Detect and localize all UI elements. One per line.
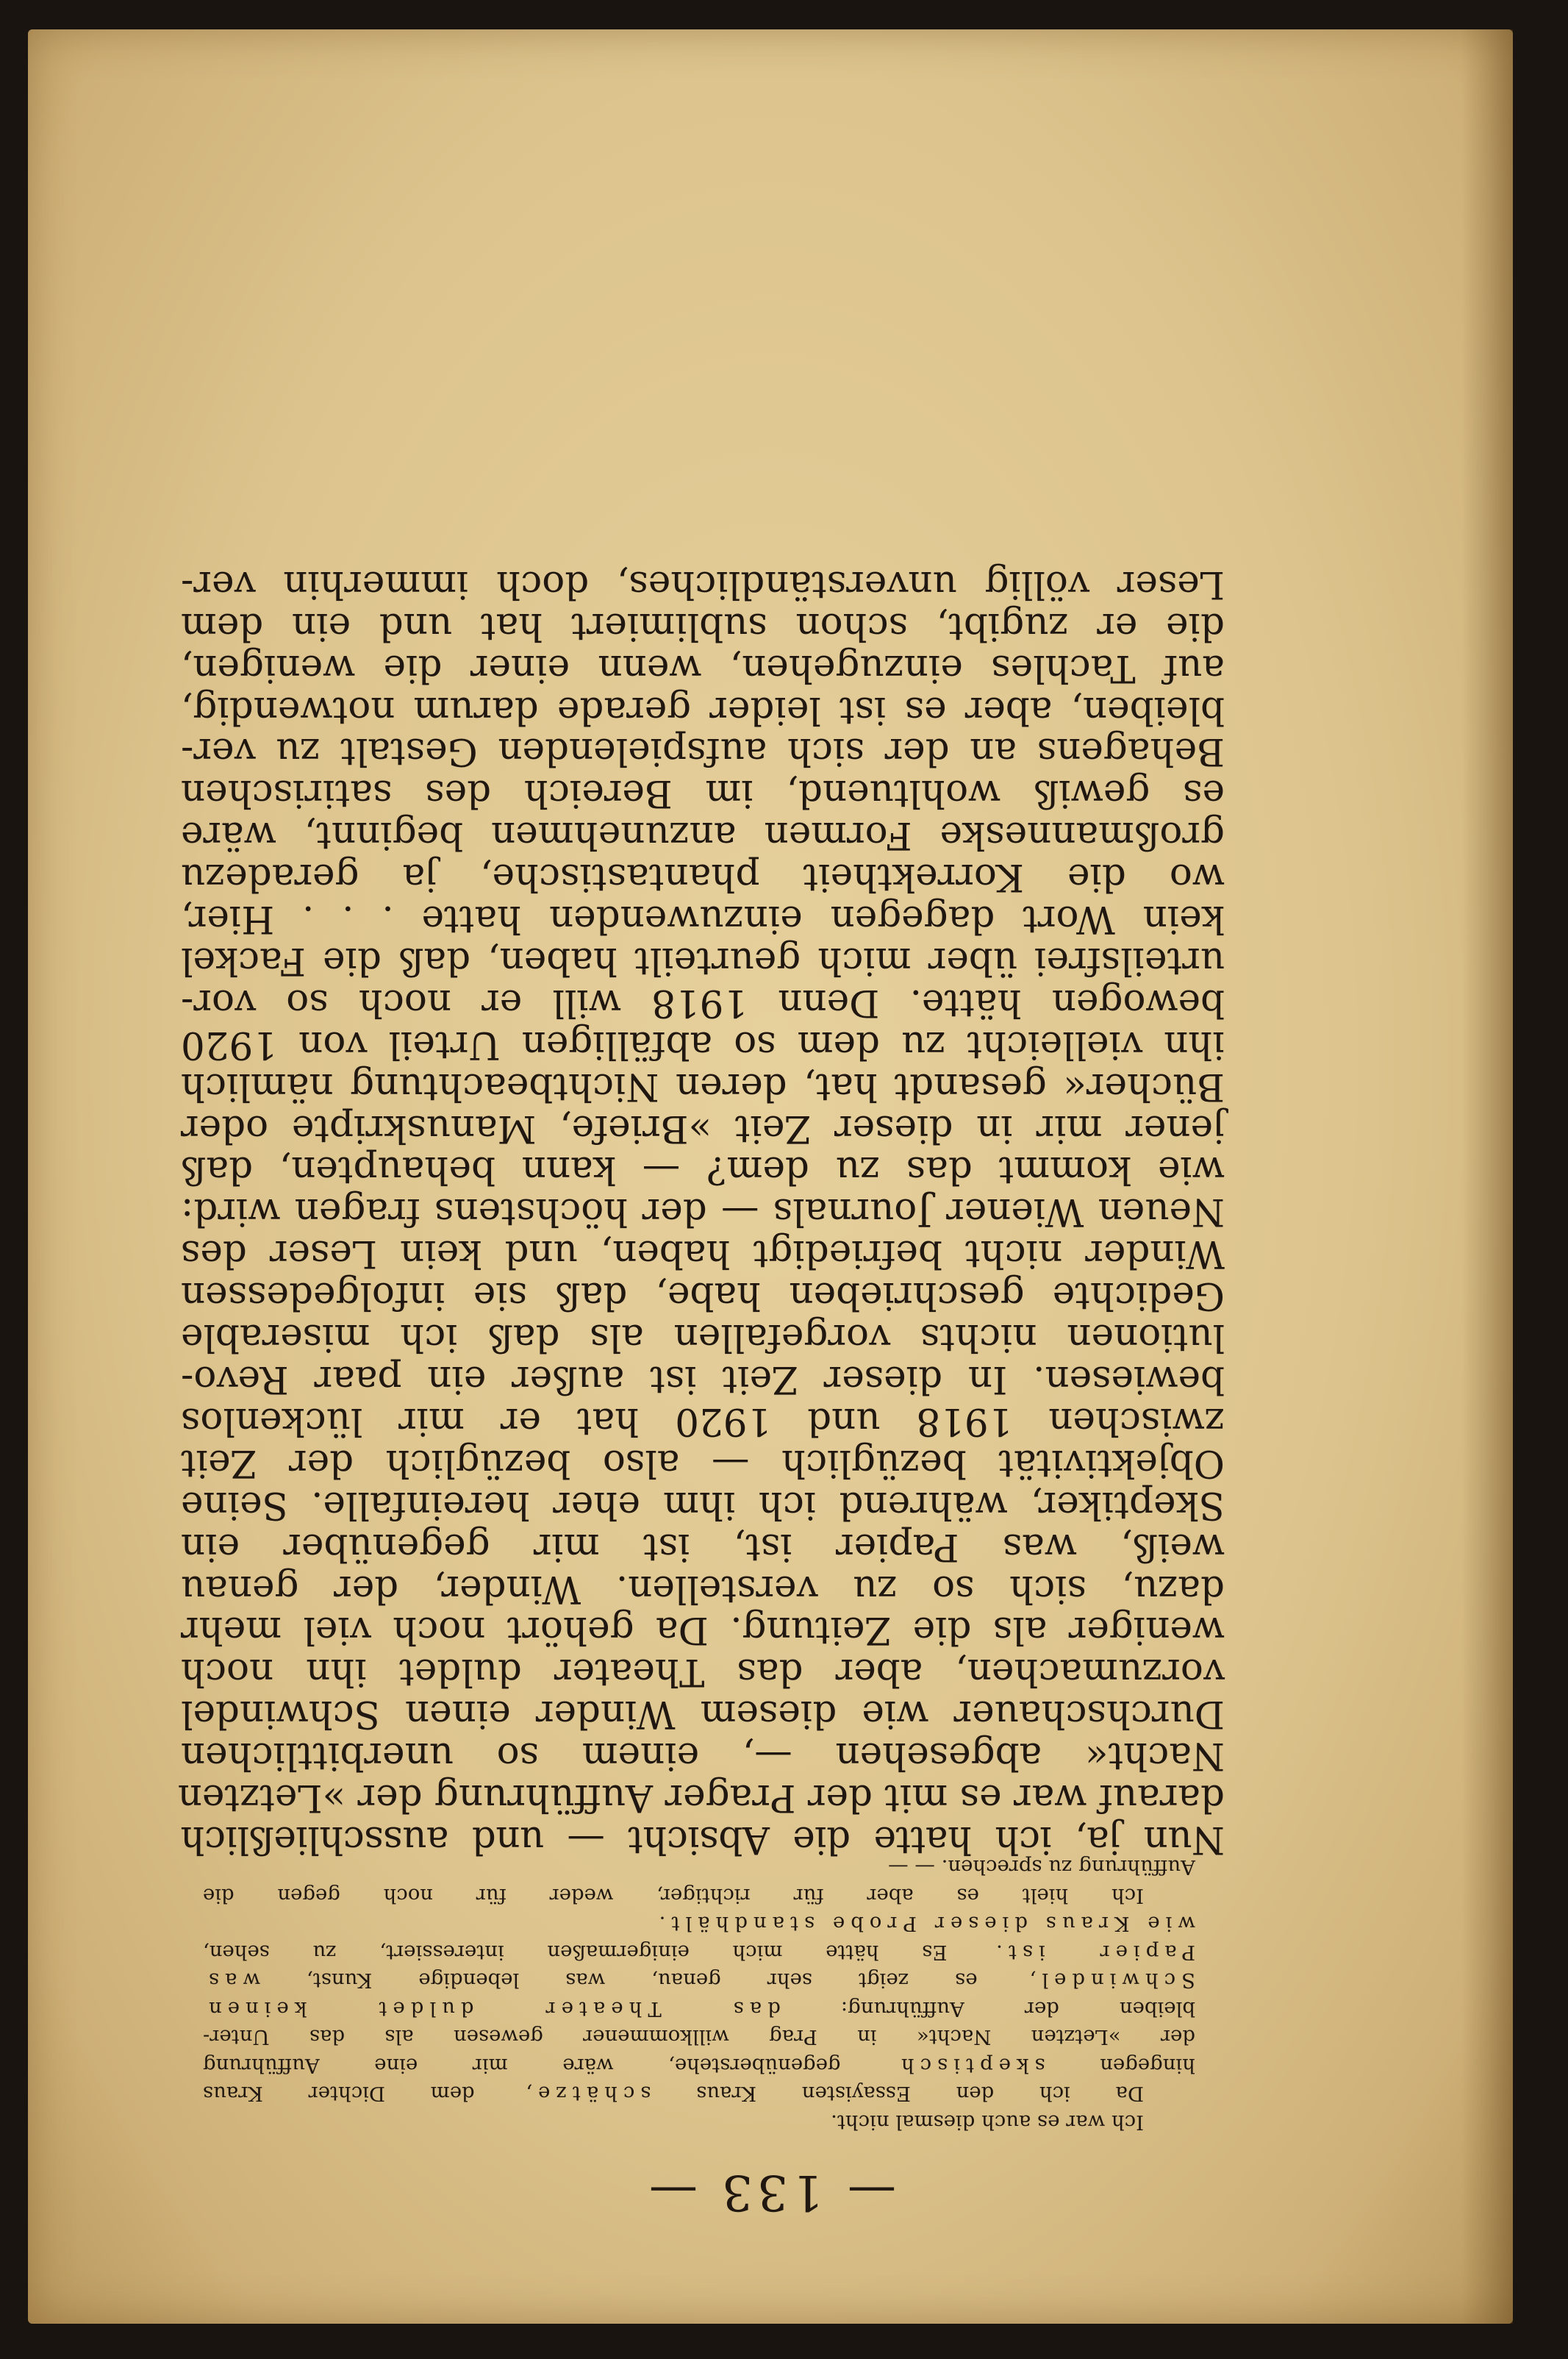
upside-down-content — [28, 29, 1513, 2324]
footnote-line: Schwindel, es zeigt sehr genau, was lebendige Kunst, was — [203, 1969, 1195, 1993]
footnote-line: Ich war es auch diesmal nicht. — [831, 2110, 1144, 2134]
body-line: wo die Korrektheit phantastische, ja geradezu — [181, 855, 1225, 900]
body-line: Durchschauer wie diesem Winder einen Schwindel — [181, 1692, 1225, 1737]
footnote-line: hingegen skeptisch gegenüberstehe, wäre mir eine Aufführung — [203, 2054, 1195, 2077]
body-line: jener mir in dieser Zeit »Briefe, Manuskripte oder — [181, 1106, 1225, 1151]
body-line: großmanneske Formen anzunehmen beginnt, wäre — [181, 813, 1225, 858]
body-line: lutionen nichts vorgefallen als daß ich miserable — [181, 1316, 1225, 1360]
body-line: kein Wort dagegen einzuwenden hatte . . . Hier, — [181, 897, 1225, 942]
footnote-line: Papier ist. Es hätte mich einigermaßen interessiert, zu sehen, — [203, 1941, 1195, 1964]
body-line: Neuen Wiener Journals — der höchstens fragen wird: — [181, 1190, 1225, 1235]
body-line: bewiesen. In dieser Zeit ist außer ein paar Revo- — [181, 1357, 1225, 1402]
body-line: bewogen hätte. Denn 1918 will er noch so vor- — [181, 980, 1225, 1025]
body-line: vorzumachen, aber das Theater duldet ihn noch — [181, 1650, 1225, 1695]
page-number: — 133 — — [645, 2164, 896, 2221]
body-line: Objektivität bezüglich — also bezüglich der Zeit — [181, 1441, 1225, 1485]
footnote-line: Ich hielt es aber für richtiger, weder für noch gegen die — [203, 1884, 1144, 1907]
footnote-line: wie Kraus dieser Probe standhält. — [653, 1912, 1195, 1936]
body-line: Skeptiker, während ich ihm eher hereinfalle. Seine — [181, 1482, 1225, 1527]
footnote-line: bleiben der Aufführung: das Theater duldet keinen — [203, 1997, 1195, 2021]
body-line: darauf war es mit der Prager Aufführung der »Letzten — [177, 1776, 1225, 1821]
body-line: Nacht« abgesehen —, einem so unerbittlichen — [181, 1734, 1225, 1779]
body-line: zwischen 1918 und 1920 hat er mir lückenlos — [181, 1399, 1225, 1443]
body-line: wie kommt das zu dem? — kann behaupten, daß — [181, 1148, 1225, 1193]
body-line: weniger als die Zeitung. Da gehört noch viel mehr — [181, 1608, 1225, 1653]
body-line: Leser völlig unverständliches, doch immerhin ver- — [181, 562, 1225, 607]
body-line: Bücher« gesandt hat, deren Nichtbeachtung nämlich — [181, 1064, 1225, 1109]
body-line: bleiben, aber es ist leider gerade darum notwendig, — [181, 688, 1225, 732]
body-line: weiß, was Papier ist, ist mir gegenüber ein — [181, 1524, 1225, 1569]
footnote-line: der »Letzten Nacht« in Prag willkommener gewesen als das Unter- — [203, 2025, 1195, 2049]
body-line: Nun ja, ich hatte die Absicht — und ausschließlich — [181, 1818, 1225, 1862]
footnote-line: Da ich den Essayisten Kraus schätze, dem Dichter Kraus — [203, 2082, 1144, 2106]
body-line: auf Tachles einzugehen, wenn einer die wenigen, — [181, 646, 1225, 690]
footnote-block — [203, 1853, 1195, 2136]
body-line: urteilsfrei über mich geurteilt haben, daß die Fackel — [181, 938, 1225, 983]
footnote-line: Aufführung zu sprechen. — — — [888, 1855, 1195, 1880]
body-text — [177, 562, 1225, 1862]
body-line: es gewiß wohltuend, im Bereich des satirischen — [181, 771, 1225, 816]
body-line: dazu, sich so zu verstellen. Winder, der genau — [181, 1566, 1225, 1611]
paper-page — [28, 29, 1513, 2324]
body-line: Gedichte geschrieben habe, daß sie infolgedessen — [181, 1274, 1225, 1318]
body-line: ihn vielleicht zu dem so abfälligen Urteil von 1920 — [181, 1022, 1225, 1067]
body-line: die er zugibt, schon sublimiert hat und ein dem — [181, 604, 1225, 649]
body-line: Winder nicht befriedigt haben, und kein Leser des — [181, 1232, 1225, 1277]
body-line: Behagens an der sich aufspielenden Gestalt zu ver- — [181, 729, 1225, 774]
